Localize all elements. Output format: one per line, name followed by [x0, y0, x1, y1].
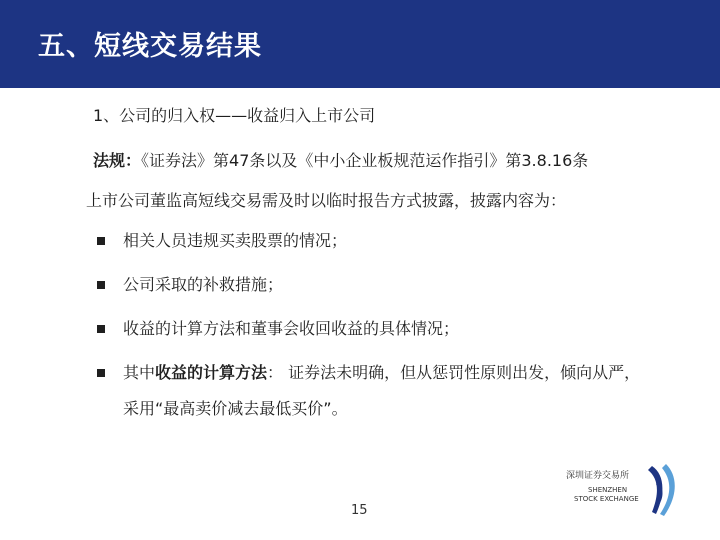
page-number: 15 [351, 503, 368, 518]
exchange-logo [566, 462, 706, 524]
szse-logo-icon [646, 462, 682, 518]
bullet-marker [97, 237, 105, 245]
bullet-bold: 收益的计算方法 [155, 363, 268, 382]
bullet-prefix: 其中 [123, 363, 156, 382]
bullet-marker [97, 325, 105, 333]
bullet-item: 收益的计算方法和董事会收回收益的具体情况； [123, 319, 460, 338]
bullet-item: 相关人员违规买卖股票的情况； [123, 231, 348, 250]
logo-name-en-line1: SHENZHEN [588, 486, 628, 494]
bullet-item: 公司采取的补救措施； [123, 275, 284, 294]
bullet-item [123, 360, 640, 386]
bullet-continuation: 采用“最高卖价减去最低买价”。 [123, 399, 348, 418]
regulation-label: 法规： [93, 151, 142, 170]
title-bar [0, 0, 720, 88]
bullet-suffix: ： 证券法未明确，但从惩罚性原则出发，倾向从严， [267, 363, 641, 382]
bullet-marker [97, 281, 105, 289]
logo-name-en [574, 486, 639, 504]
disclosure-intro: 上市公司董监高短线交易需及时以临时报告方式披露，披露内容为： [86, 191, 567, 210]
regulation-line [93, 148, 588, 174]
logo-name-cn: 深圳证券交易所 [566, 471, 630, 481]
page-title: 五、短线交易结果 [38, 31, 262, 62]
section-heading: 1、公司的归入权——收益归入上市公司 [93, 106, 376, 125]
bullet-marker [97, 369, 105, 377]
logo-name-en-line2: STOCK EXCHANGE [574, 495, 639, 503]
regulation-text: 《证券法》第47条以及《中小企业板规范运作指引》第3.8.16条 [141, 151, 589, 170]
